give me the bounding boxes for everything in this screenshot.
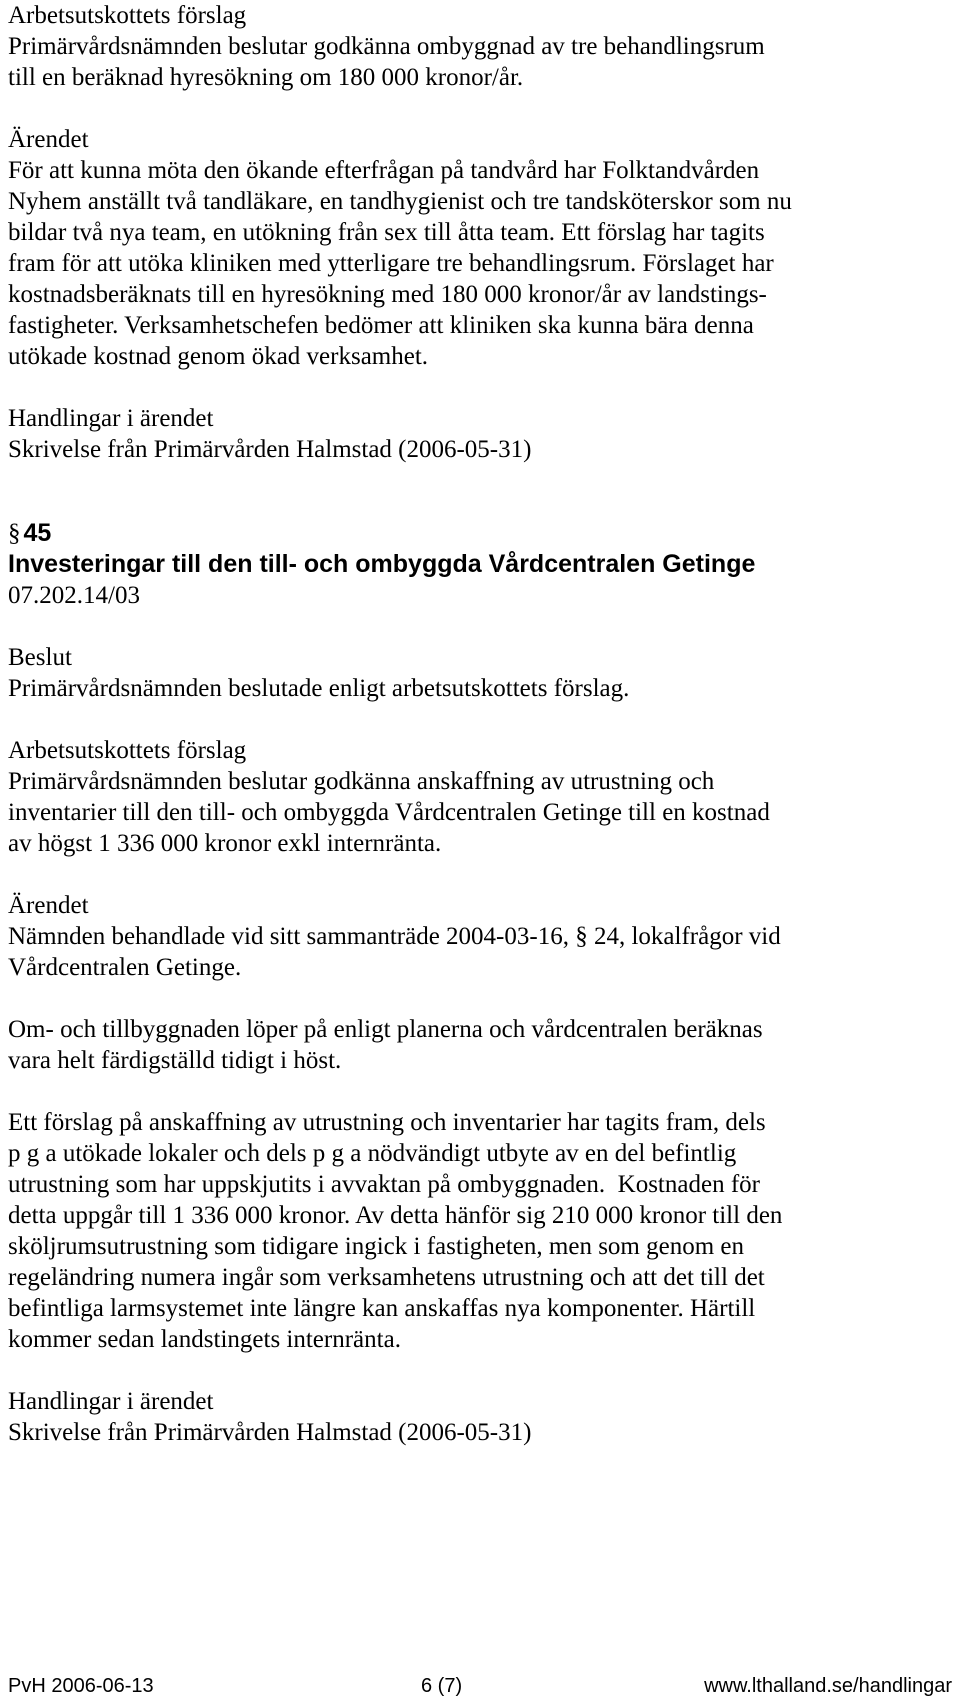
body-line: vara helt färdigställd tidigt i höst.: [8, 1047, 342, 1074]
body-line: detta uppgår till 1 336 000 kronor. Av detta hänför sig 210 000 kronor till den: [8, 1202, 783, 1229]
document-reference: Skrivelse från Primärvården Halmstad (2006-05-31): [8, 436, 532, 463]
body-line: kommer sedan landstingets internränta.: [8, 1326, 401, 1353]
body-line: regeländring numera ingår som verksamhetens utrustning och att det till det: [8, 1264, 765, 1291]
section-heading: Handlingar i ärendet: [8, 1388, 214, 1415]
body-line: Vårdcentralen Getinge.: [8, 954, 242, 981]
body-line: Primärvårdsnämnden beslutar godkänna anskaffning av utrustning och: [8, 768, 715, 795]
decision-section: [8, 642, 953, 704]
page-footer: [8, 1671, 952, 1702]
body-line: utrustning som har uppskjutits i avvaktan på ombyggnaden. Kostnaden för: [8, 1171, 760, 1198]
body-line: fram för att utöka kliniken med ytterligare tre behandlingsrum. Förslaget har: [8, 250, 774, 277]
proposal-section-1: [8, 0, 953, 93]
body-line: Primärvårdsnämnden beslutar godkänna ombyggnad av tre behandlingsrum: [8, 33, 765, 60]
section-heading: Arbetsutskottets förslag: [8, 737, 247, 764]
body-line: sköljrumsutrustning som tidigare ingick i fastigheten, men som genom en: [8, 1233, 745, 1260]
document-page: [8, 0, 953, 1448]
matter-section-2: [8, 890, 953, 1355]
body-line: utökade kostnad genom ökad verksamhet.: [8, 343, 429, 370]
section-sign: §: [8, 520, 21, 547]
agenda-item-45: [8, 518, 953, 611]
body-line: befintliga larmsystemet inte längre kan anskaffas nya komponenter. Härtill: [8, 1295, 756, 1322]
body-line: inventarier till den till- och ombyggda Vårdcentralen Getinge till en kostnad: [8, 799, 770, 826]
footer-page-number: 6 (7): [421, 1675, 463, 1697]
body-line: För att kunna möta den ökande efterfrågan på tandvård har Folktandvården: [8, 157, 760, 184]
section-sign: §: [575, 923, 588, 950]
body-line: Ett förslag på anskaffning av utrustning och inventarier har tagits fram, dels: [8, 1109, 766, 1136]
body-text: Nämnden behandlade vid sitt sammanträde 2004-03-16,: [8, 923, 569, 950]
section-heading: Ärendet: [8, 892, 89, 919]
item-title: Investeringar till den till- och ombyggda Vårdcentralen Getinge: [8, 550, 756, 578]
item-number: [8, 518, 953, 549]
body-text: 24, lokalfrågor vid: [593, 923, 781, 950]
matter-section-1: [8, 124, 953, 372]
footer-url: www.lthalland.se/handlingar: [704, 1675, 952, 1697]
footer-date: PvH 2006-06-13: [8, 1675, 154, 1697]
body-line: till en beräknad hyresökning om 180 000 kronor/år.: [8, 64, 524, 91]
body-line: bildar två nya team, en utökning från sex till åtta team. Ett förslag har tagits: [8, 219, 765, 246]
section-heading: Arbetsutskottets förslag: [8, 2, 247, 29]
documents-section-2: [8, 1386, 953, 1448]
body-line: [8, 921, 953, 952]
section-heading: Handlingar i ärendet: [8, 405, 214, 432]
body-line: kostnadsberäknats till en hyresökning med 180 000 kronor/år av landstings-: [8, 281, 767, 308]
body-line: fastigheter. Verksamhetschefen bedömer att kliniken ska kunna bära denna: [8, 312, 754, 339]
body-line: Om- och tillbyggnaden löper på enligt planerna och vårdcentralen beräknas: [8, 1016, 763, 1043]
body-line: av högst 1 336 000 kronor exkl internränta.: [8, 830, 442, 857]
item-number-value: 45: [23, 519, 52, 547]
proposal-section-2: [8, 735, 953, 859]
documents-section-1: [8, 403, 953, 465]
item-reference: 07.202.14/03: [8, 582, 140, 609]
body-line: Primärvårdsnämnden beslutade enligt arbetsutskottets förslag.: [8, 675, 630, 702]
section-heading: Beslut: [8, 644, 72, 671]
body-line: p g a utökade lokaler och dels p g a nödvändigt utbyte av en del befintlig: [8, 1140, 737, 1167]
body-line: Nyhem anställt två tandläkare, en tandhygienist och tre tandsköterskor som nu: [8, 188, 792, 215]
document-reference: Skrivelse från Primärvården Halmstad (2006-05-31): [8, 1419, 532, 1446]
section-heading: Ärendet: [8, 126, 89, 153]
